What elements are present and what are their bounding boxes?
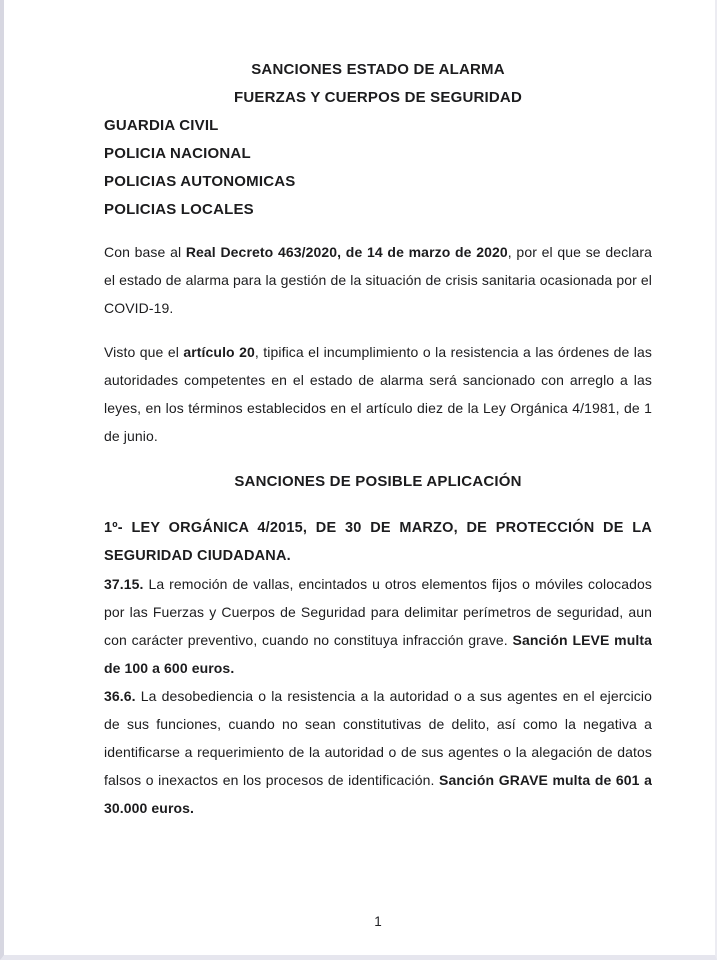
sanction-36-6-text: La desobediencia o la resistencia a la autoridad o a sus agentes en el ejercicio de sus funciones, cuando no sean constitutivas de delito, así como la negativa a identificarse a requerimiento de la autoridad o de sus agentes o la alegación de datos falsos o inexactos en los procesos de identificación. bbox=[104, 688, 652, 788]
force-item-policias-autonomicas: POLICIAS AUTONOMICAS bbox=[104, 173, 296, 190]
paragraph-real-decreto bbox=[104, 238, 652, 322]
paragraph-articulo-20 bbox=[104, 338, 652, 450]
article20-text-pre: Visto que el bbox=[104, 344, 184, 360]
force-item-policias-locales: POLICIAS LOCALES bbox=[104, 201, 254, 218]
decree-text-bold: Real Decreto 463/2020, de 14 de marzo de 2020 bbox=[185, 244, 508, 260]
sanction-37-15-penalty: Sanción LEVE multa de 100 a 600 euros. bbox=[104, 632, 652, 676]
force-item-guardia-civil: GUARDIA CIVIL bbox=[104, 117, 219, 134]
sanction-36-6-penalty: Sanción GRAVE multa de 601 a 30.000 euros. bbox=[104, 772, 652, 816]
decree-text-post: , por el que se declara el estado de alarma para la gestión de la situación de crisis sanitaria ocasionada por el COVID-19. bbox=[104, 244, 652, 316]
decree-text-pre: Con base al bbox=[104, 244, 186, 260]
sanction-paragraph-37-15 bbox=[104, 570, 652, 682]
document-header bbox=[104, 56, 652, 224]
article20-text-post: , tipifica el incumplimiento o la resistencia a las órdenes de las autoridades competentes en el estado de alarma será sancionado con arreglo a las leyes, en los términos establecidos en el artículo diez de la Ley Orgánica 4/1981, de 1 de junio. bbox=[104, 344, 652, 444]
article20-text-bold: artículo 20 bbox=[183, 344, 255, 360]
section-heading-sanciones: SANCIONES DE POSIBLE APLICACIÓN bbox=[234, 473, 522, 490]
page-number: 1 bbox=[374, 914, 382, 929]
doc-title-line-1: SANCIONES ESTADO DE ALARMA bbox=[251, 61, 505, 78]
document-content bbox=[104, 56, 652, 822]
sanction-37-15-text: La remoción de vallas, encintados u otros elementos fijos o móviles colocados por las Fuerzas y Cuerpos de Seguridad para delimitar perímetros de seguridad, aun con carácter preventivo, cuando no constituya infracción grave. bbox=[104, 576, 652, 648]
sanction-paragraph-36-6 bbox=[104, 682, 652, 822]
law-heading-ley-organica: 1º- LEY ORGÁNICA 4/2015, DE 30 DE MARZO, DE PROTECCIÓN DE LA SEGURIDAD CIUDADANA. bbox=[104, 520, 652, 564]
doc-title-line-2: FUERZAS Y CUERPOS DE SEGURIDAD bbox=[234, 89, 522, 106]
sanction-37-15-number: 37.15. bbox=[104, 576, 144, 592]
sanction-36-6-number: 36.6. bbox=[104, 688, 136, 704]
force-item-policia-nacional: POLICIA NACIONAL bbox=[104, 145, 251, 162]
